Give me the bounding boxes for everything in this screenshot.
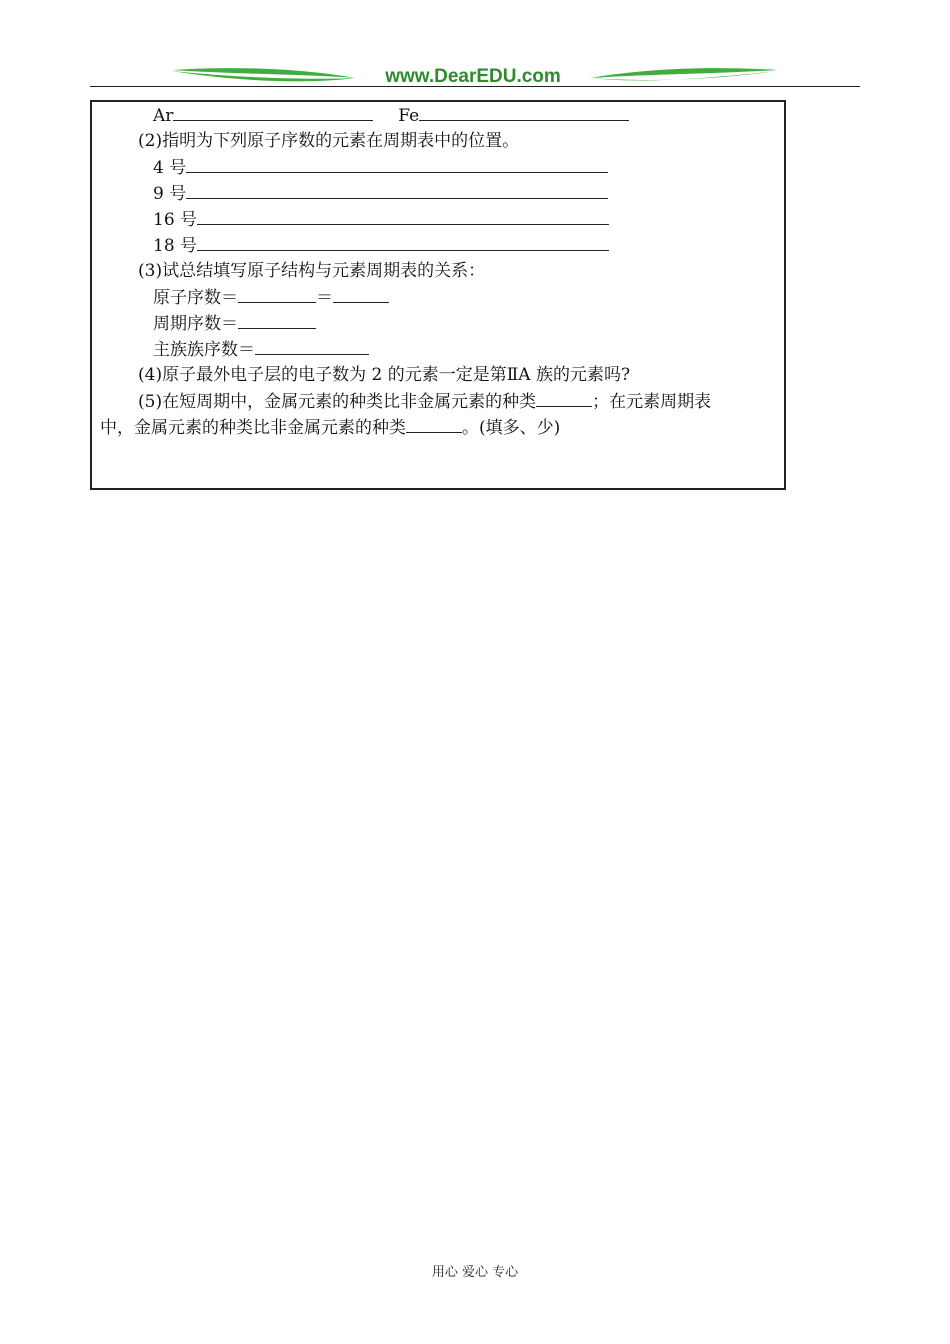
- blank-n18[interactable]: [197, 234, 609, 251]
- label-atomic-number: 原子序数＝: [153, 288, 238, 308]
- blank-fe[interactable]: [419, 104, 629, 121]
- blank-period-number[interactable]: [238, 312, 316, 329]
- blank-q5-table[interactable]: [406, 416, 462, 433]
- line-atomic-number: [153, 286, 389, 309]
- question-4: (4)原子最外电子层的电子数为 2 的元素一定是第ⅡA 族的元素吗?: [138, 365, 631, 385]
- line-n16: [153, 208, 609, 231]
- label-period-number: 周期序数＝: [153, 314, 238, 334]
- question-5-line2: [100, 416, 560, 439]
- blank-atomic-number-1[interactable]: [238, 286, 316, 303]
- equals-sign: ＝: [316, 288, 333, 308]
- blank-group-number[interactable]: [255, 338, 369, 355]
- label-n4: 4 号: [153, 158, 187, 178]
- q5-text-c: 中，金属元素的种类比非金属元素的种类: [100, 418, 406, 438]
- blank-ar[interactable]: [173, 104, 373, 121]
- line-ar-fe: [153, 104, 629, 127]
- label-group-number: 主族族序数＝: [153, 340, 255, 360]
- question-5-line1: [138, 390, 711, 413]
- line-n18: [153, 234, 609, 257]
- site-url: www.DearEDU.com: [385, 66, 561, 87]
- header-divider: [90, 86, 860, 87]
- blank-n16[interactable]: [197, 208, 609, 225]
- line-n9: [153, 182, 608, 205]
- page-footer: 用心 爱心 专心: [431, 1265, 519, 1280]
- q5-text-a: (5)在短周期中，金属元素的种类比非金属元素的种类: [138, 392, 537, 412]
- question-3: (3)试总结填写原子结构与元素周期表的关系：: [138, 261, 486, 281]
- label-n16: 16 号: [153, 210, 198, 230]
- line-n4: [153, 156, 608, 179]
- blank-q5-short-period[interactable]: [536, 390, 592, 407]
- q5-text-b: ；在元素周期表: [592, 392, 712, 412]
- blank-n9[interactable]: [186, 182, 608, 199]
- q5-text-d: 。(填多、少): [462, 418, 561, 438]
- label-n9: 9 号: [153, 184, 187, 204]
- left-swoosh: [172, 68, 355, 78]
- label-fe: Fe: [398, 106, 420, 126]
- label-n18: 18 号: [153, 236, 198, 256]
- line-group-number: [153, 338, 369, 361]
- blank-n4[interactable]: [186, 156, 608, 173]
- label-ar: Ar: [153, 106, 174, 126]
- blank-atomic-number-2[interactable]: [333, 286, 389, 303]
- right-swoosh: [590, 68, 778, 78]
- line-period-number: [153, 312, 316, 335]
- question-2: (2)指明为下列原子序数的元素在周期表中的位置。: [138, 131, 520, 151]
